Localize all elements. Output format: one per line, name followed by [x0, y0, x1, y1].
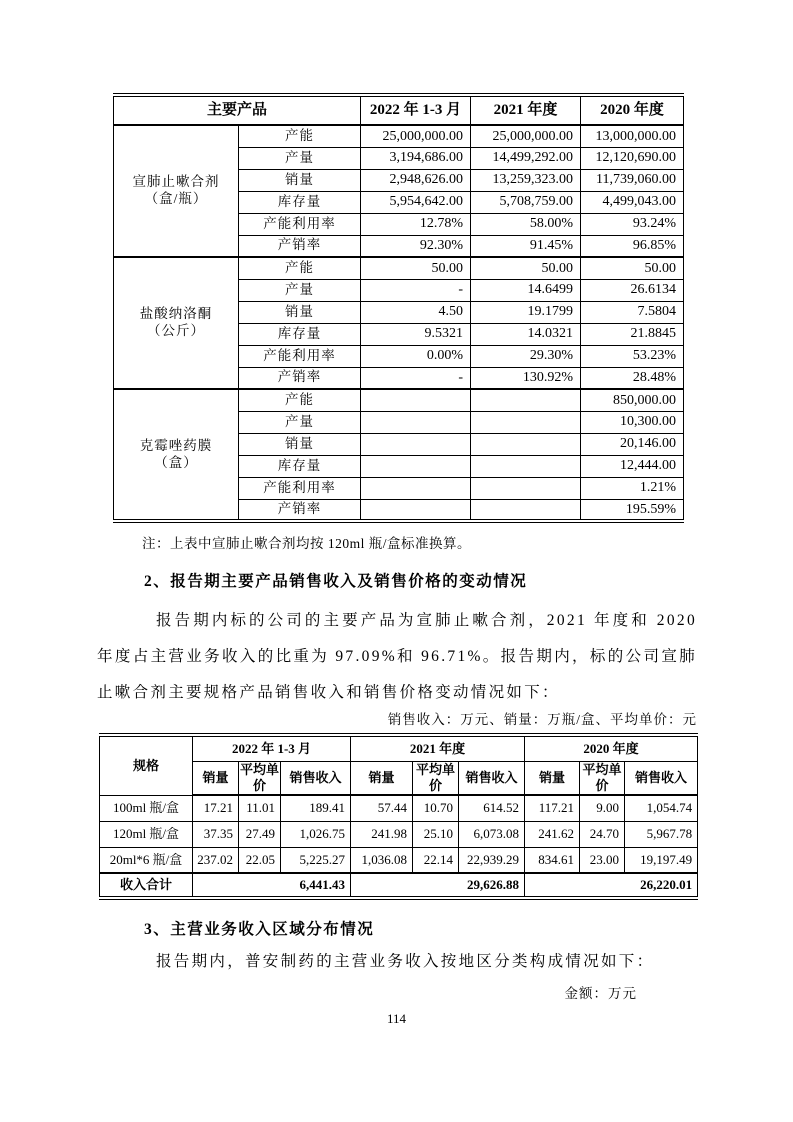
- unit-note-sales: 销售收入：万元、销量：万瓶/盒、平均单价：元: [387, 712, 697, 727]
- value-cell: 23.00: [580, 847, 625, 873]
- table-row: [100, 821, 698, 847]
- value-cell: 2,948,626.00: [361, 169, 471, 191]
- table-footnote: 注：上表中宣肺止嗽合剂均按 120ml 瓶/盒标准换算。: [142, 536, 472, 551]
- value-cell: 1,026.75: [281, 821, 351, 847]
- value-cell: 237.02: [193, 847, 239, 873]
- metric-cell: 销量: [239, 301, 361, 323]
- product-unit: （盒）: [154, 454, 198, 470]
- section-paragraph-2: 报告期内标的公司的主要产品为宣肺止嗽合剂，2021 年度和 2020 年度占主营业务收入的比重为 97.09%和 96.71%。报告期内，标的公司宣肺止嗽合剂主要规格产品销售收入和销售价格变动情况如下：: [97, 612, 697, 701]
- value-cell: 12.78%: [361, 213, 471, 235]
- value-cell: [361, 499, 471, 521]
- period-header-2020: 2020 年度: [581, 95, 684, 125]
- spec-header: 规格: [100, 735, 193, 795]
- page-number: 114: [386, 1011, 407, 1026]
- metric-cell: 产能利用率: [239, 477, 361, 499]
- subheader-volume: 销量: [525, 761, 580, 795]
- product-name-cell: [114, 257, 239, 389]
- value-cell: 26.6134: [581, 279, 684, 301]
- total-label-cell: 收入合计: [100, 873, 193, 898]
- value-cell: [361, 389, 471, 411]
- value-cell: 850,000.00: [581, 389, 684, 411]
- value-cell: 10,300.00: [581, 411, 684, 433]
- table-row: [100, 847, 698, 873]
- product-name-cell: [114, 389, 239, 521]
- value-cell: 25.10: [413, 821, 459, 847]
- value-cell: 13,259,323.00: [471, 169, 581, 191]
- value-cell: [471, 499, 581, 521]
- value-cell: 14.0321: [471, 323, 581, 345]
- metric-cell: 库存量: [239, 191, 361, 213]
- value-cell: [361, 411, 471, 433]
- value-cell: 14,499,292.00: [471, 147, 581, 169]
- value-cell: 93.24%: [581, 213, 684, 235]
- table-row: [100, 795, 698, 821]
- subheader-revenue: 销售收入: [459, 761, 525, 795]
- metric-cell: 产销率: [239, 367, 361, 389]
- value-cell: 28.48%: [581, 367, 684, 389]
- value-cell: 96.85%: [581, 235, 684, 257]
- value-cell: 25,000,000.00: [361, 125, 471, 147]
- value-cell: 22.14: [413, 847, 459, 873]
- period-header-2021: 2021 年度: [471, 95, 581, 125]
- metric-cell: 库存量: [239, 323, 361, 345]
- metric-cell: 产能利用率: [239, 345, 361, 367]
- value-cell: [471, 433, 581, 455]
- total-value-cell: 29,626.88: [351, 873, 525, 898]
- metric-cell: 产能: [239, 257, 361, 279]
- subheader-volume: 销量: [193, 761, 239, 795]
- value-cell: 27.49: [239, 821, 281, 847]
- value-cell: 24.70: [580, 821, 625, 847]
- table-header-row: [114, 95, 684, 125]
- value-cell: [361, 455, 471, 477]
- value-cell: 91.45%: [471, 235, 581, 257]
- metric-cell: 销量: [239, 169, 361, 191]
- metric-cell: 产量: [239, 279, 361, 301]
- value-cell: 11.01: [239, 795, 281, 821]
- table-header-row: [100, 735, 698, 761]
- value-cell: 17.21: [193, 795, 239, 821]
- sales-by-spec-table: [99, 733, 698, 900]
- value-cell: 5,954,642.00: [361, 191, 471, 213]
- value-cell: 14.6499: [471, 279, 581, 301]
- metric-cell: 产销率: [239, 235, 361, 257]
- value-cell: 9.5321: [361, 323, 471, 345]
- value-cell: 189.41: [281, 795, 351, 821]
- value-cell: 4.50: [361, 301, 471, 323]
- spec-cell: 120ml 瓶/盒: [100, 821, 193, 847]
- value-cell: 1.21%: [581, 477, 684, 499]
- value-cell: 241.98: [351, 821, 413, 847]
- value-cell: 834.61: [525, 847, 580, 873]
- value-cell: 5,967.78: [625, 821, 698, 847]
- metric-cell: 产能: [239, 125, 361, 147]
- value-cell: 57.44: [351, 795, 413, 821]
- value-cell: -: [361, 279, 471, 301]
- value-cell: [471, 455, 581, 477]
- value-cell: 11,739,060.00: [581, 169, 684, 191]
- value-cell: 12,444.00: [581, 455, 684, 477]
- product-unit: （盒/瓶）: [144, 191, 208, 206]
- value-cell: 58.00%: [471, 213, 581, 235]
- value-cell: 5,708,759.00: [471, 191, 581, 213]
- product-name: 克霉唑药膜: [139, 437, 213, 453]
- metric-cell: 销量: [239, 433, 361, 455]
- value-cell: [361, 433, 471, 455]
- product-name: 宣肺止嗽合剂: [132, 174, 220, 190]
- total-value-cell: 26,220.01: [525, 873, 698, 898]
- value-cell: 22.05: [239, 847, 281, 873]
- value-cell: 12,120,690.00: [581, 147, 684, 169]
- subheader-volume: 销量: [351, 761, 413, 795]
- value-cell: 21.8845: [581, 323, 684, 345]
- metric-cell: 产销率: [239, 499, 361, 521]
- value-cell: 0.00%: [361, 345, 471, 367]
- period-header-2022: 2022 年 1-3 月: [193, 735, 351, 761]
- value-cell: 7.5804: [581, 301, 684, 323]
- value-cell: 53.23%: [581, 345, 684, 367]
- metric-cell: 产量: [239, 411, 361, 433]
- period-header-2022: 2022 年 1-3 月: [361, 95, 471, 125]
- value-cell: 13,000,000.00: [581, 125, 684, 147]
- metric-cell: 产量: [239, 147, 361, 169]
- value-cell: -: [361, 367, 471, 389]
- subheader-avg-price: 平均单价: [239, 761, 281, 795]
- metric-cell: 库存量: [239, 455, 361, 477]
- value-cell: 130.92%: [471, 367, 581, 389]
- metric-cell: 产能: [239, 389, 361, 411]
- value-cell: [361, 477, 471, 499]
- subheader-avg-price: 平均单价: [580, 761, 625, 795]
- main-product-header: 主要产品: [114, 95, 361, 125]
- value-cell: 3,194,686.00: [361, 147, 471, 169]
- spec-cell: 20ml*6 瓶/盒: [100, 847, 193, 873]
- value-cell: [471, 411, 581, 433]
- value-cell: 29.30%: [471, 345, 581, 367]
- value-cell: 37.35: [193, 821, 239, 847]
- value-cell: 5,225.27: [281, 847, 351, 873]
- value-cell: 241.62: [525, 821, 580, 847]
- value-cell: [471, 389, 581, 411]
- unit-note-amount: 金额：万元: [564, 986, 637, 1001]
- value-cell: 19,197.49: [625, 847, 698, 873]
- value-cell: 9.00: [580, 795, 625, 821]
- table-row: [114, 389, 684, 411]
- value-cell: 22,939.29: [459, 847, 525, 873]
- value-cell: 50.00: [581, 257, 684, 279]
- value-cell: [471, 477, 581, 499]
- value-cell: 92.30%: [361, 235, 471, 257]
- production-capacity-table: [113, 93, 684, 523]
- table-row: [114, 125, 684, 147]
- subheader-revenue: 销售收入: [281, 761, 351, 795]
- table-total-row: [100, 873, 698, 898]
- subheader-revenue: 销售收入: [625, 761, 698, 795]
- value-cell: 1,054.74: [625, 795, 698, 821]
- total-value-cell: 6,441.43: [193, 873, 351, 898]
- spec-cell: 100ml 瓶/盒: [100, 795, 193, 821]
- section-heading-3: 3、主营业务收入区域分布情况: [144, 921, 375, 938]
- product-unit: （公斤）: [147, 323, 205, 338]
- subheader-avg-price: 平均单价: [413, 761, 459, 795]
- value-cell: 10.70: [413, 795, 459, 821]
- period-header-2021: 2021 年度: [351, 735, 525, 761]
- value-cell: 195.59%: [581, 499, 684, 521]
- product-name: 盐酸纳洛酮: [139, 306, 213, 322]
- value-cell: 117.21: [525, 795, 580, 821]
- value-cell: 25,000,000.00: [471, 125, 581, 147]
- section-paragraph-3: 报告期内，普安制药的主营业务收入按地区分类构成情况如下：: [156, 953, 655, 970]
- value-cell: 4,499,043.00: [581, 191, 684, 213]
- value-cell: 20,146.00: [581, 433, 684, 455]
- value-cell: 1,036.08: [351, 847, 413, 873]
- value-cell: 6,073.08: [459, 821, 525, 847]
- metric-cell: 产能利用率: [239, 213, 361, 235]
- period-header-2020: 2020 年度: [525, 735, 698, 761]
- value-cell: 50.00: [361, 257, 471, 279]
- table-row: [114, 257, 684, 279]
- product-name-cell: [114, 125, 239, 257]
- value-cell: 19.1799: [471, 301, 581, 323]
- value-cell: 50.00: [471, 257, 581, 279]
- section-heading-2: 2、报告期主要产品销售收入及销售价格的变动情况: [144, 573, 528, 590]
- value-cell: 614.52: [459, 795, 525, 821]
